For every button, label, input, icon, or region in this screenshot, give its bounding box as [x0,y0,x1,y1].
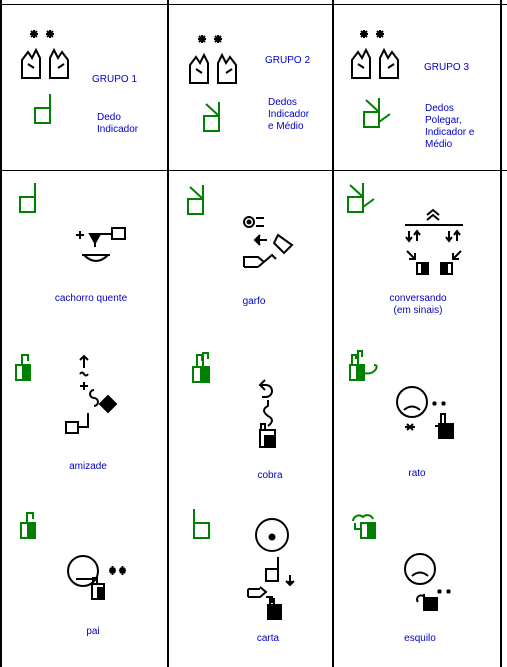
sign-label: cobra [257,470,283,481]
sign-rato-icon [395,380,457,440]
group-description: Dedos Indicador e Médio [268,97,310,132]
group-description: Dedos Polegar, Indicador e Médio [425,103,475,150]
index-handshape-icon [192,507,212,541]
sign-conversando-icon [403,207,465,279]
sign-carta-icon [246,517,302,623]
sign-label: carta [256,633,280,644]
thumb-index-middle-hook-handshape-icon [348,349,382,385]
sign-cobra-icon [255,378,281,452]
header-divider [0,170,507,171]
column-divider [167,0,169,667]
two-hands-icon [20,28,70,82]
sign-label: esquilo [404,633,436,644]
sign-label: amizade [69,461,107,472]
column-divider [332,0,334,667]
column-divider [500,0,502,667]
index-middle-hook-handshape-icon [191,351,213,385]
index-middle-handshape-icon [202,100,224,134]
index-middle-handshape-icon [186,183,208,217]
thumb-index-middle-handshape-icon [362,96,392,132]
two-hands-icon [350,28,400,82]
thumb-index-middle-claw-handshape-icon [349,513,383,543]
index-hook-handshape-icon [14,351,34,383]
sign-label: rato [408,468,426,479]
column-divider [0,0,2,667]
sign-garfo-icon [242,213,298,273]
sign-cachorro-quente-icon [74,225,130,271]
index-handshape-icon [18,183,38,217]
sign-esquilo-icon [402,552,462,612]
sign-amizade-icon [64,354,120,436]
thumb-index-middle-handshape-icon [346,181,376,217]
sign-label: garfo [242,296,266,307]
top-border [0,4,507,5]
sign-label: conversando (em sinais) [389,293,447,316]
sign-label: pai [86,626,100,637]
two-hands-icon [188,33,238,87]
index-hook-handshape-icon [19,509,39,541]
sign-pai-icon [66,554,132,602]
group-description: Dedo Indicador [97,112,139,135]
index-handshape-icon [33,94,53,128]
group-title: GRUPO 3 [424,62,470,73]
group-title: GRUPO 2 [265,55,311,66]
group-title: GRUPO 1 [92,74,138,85]
sign-label: cachorro quente [54,293,128,304]
